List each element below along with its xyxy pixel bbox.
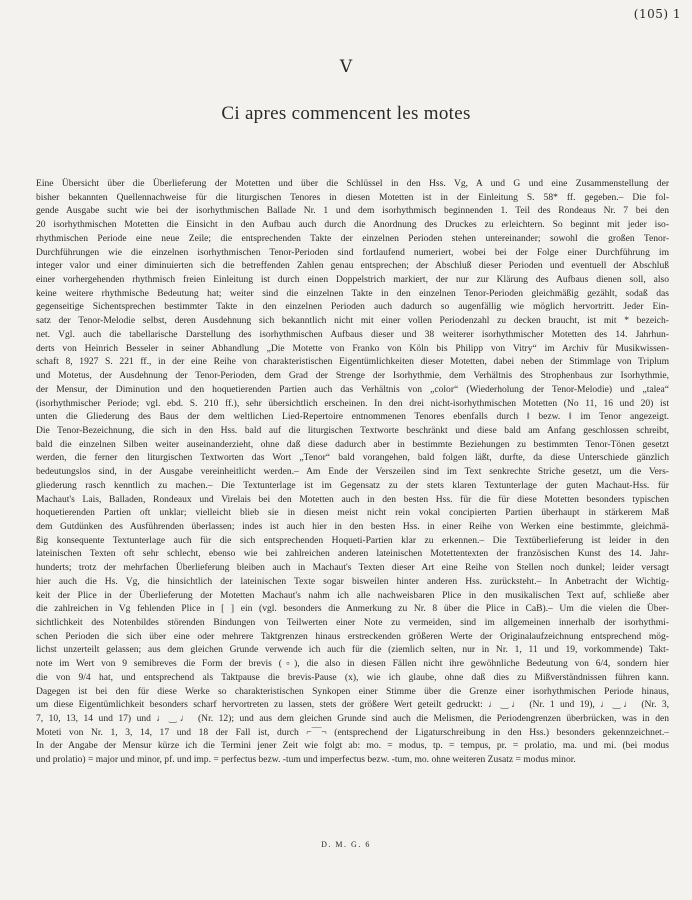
body-line: Die Tenor-Bezeichnung, die sich in den Hss. bald auf die liturgischen Textworte beschränkt und diese bald am Anfang geschlossen schreibt,	[36, 424, 669, 436]
body-line: werden, die ferner den liturgischen Textworten das Wort „Tenor“ bald vorangehen, bald folgen läßt, durfte, da diese Unterschiede gänzlich	[36, 452, 669, 464]
body-line: schen Perioden die sich über eine oder mehrere Taktgrenzen hinaus erstreckenden größeren Werte der Originalaufzeichnung entsprechend mög-	[36, 630, 669, 642]
body-line: schaft 8, 1927 S. 221 ff., in der eine Reihe von charakteristischen Eigentümlichkeiten dieser Motetten, dabei neben der Stimmlage von Triplum	[36, 356, 669, 368]
body-line: gegenseitige Sichentsprechen bestimmter Takte in den einzelnen Perioden auch dadurch so augenfällig wie möglich hervortritt. Jeder Ein-	[36, 301, 669, 313]
body-line: lateinischen Texten oft sehr schlecht, ebenso wie bei zahlreichen anderen lateinischen Motettentexten der französischen Kunst des 14. Jahr-	[36, 548, 669, 560]
body-line: keine weitere rhythmische Bedeutung hat; weiter sind die einzelnen Takte in den einzelnen Tenor-Perioden gleichmäßig gezählt, sodaß das	[36, 287, 669, 299]
body-line: die zahlreichen in Vg fehlenden Plice in [ ] ein (vgl. besonders die Anmerkung zu Nr. 8 über die Plice in CaB).– Um die vielen die Über-	[36, 603, 669, 615]
body-line: Durchführungen wie die einzelnen isorhythmischen Tenor-Perioden sind fortlaufend numeriert, wobei bei der Folge einer Durchführung im	[36, 246, 669, 258]
body-line: ßig konsequente Textunterlage auch für die sich entsprechenden Hoqueti-Partien klar zu erkennen.– Die Textüberlieferung ist leider in den	[36, 534, 669, 546]
body-line: die von 9/4 hat, und entsprechend als Taktpause die brevis-Pause (x), wie ich glaube, ohne daß dies zu Mißverständnissen führen kann.	[36, 671, 669, 683]
body-line: rhythmischen Periode eine neue Zeile; die entsprechenden Takte der einzelnen Perioden stehen untereinander; sowohl die großen Tenor-	[36, 232, 669, 244]
body-line: (isorhythmischer Periode; vgl. ebd. S. 210 ff.), sehr übersichtlich erscheinen. In den drei nicht-isorhythmischen Motetten (No 11, 16 und 20) ist	[36, 397, 669, 409]
body-line: unten die Gliederung des Baus der dem weltlichen Lied-Repertoire entnommenen Tenores ebenfalls durch ‖ bezw. ‖ im Tenor angezeigt.	[36, 411, 669, 423]
body-line: um diese Eigentümlichkeit besonders scharf hervortreten zu lassen, stets der größere Wert geteilt gedruckt: ♩‿♩ (Nr. 1 und 19), ♩‿♩ (Nr. 3,	[36, 699, 669, 711]
section-title: Ci apres commencent les motes	[221, 103, 471, 124]
body-line: Moteti von Nr. 1, 3, 14, 17 und 18 der Fall ist, durch ⌐‾‾‾¬ (entsprechend der Ligaturschreibung in den Hss.) besonders gekennzeichnet.–	[36, 726, 669, 738]
body-line: hunderts; trotz der mehrfachen Überlieferung bleiben auch in Machaut's Texten dieser Art eine Reihe von Stellen noch dunkel; leider versagt	[36, 562, 669, 574]
body-line: bald die einzelnen Silben weiter auseinanderzieht, ohne daß diese dadurch aber in bestimmte Beziehungen zu bestimmten Tenor-Tönen gesetzt	[36, 438, 669, 450]
body-line: keit der Plice in der Überlieferung der Motetten Machaut's nahm ich alle nachweisbaren Plice in den musikalischen Text auf, schließe aber	[36, 589, 669, 601]
body-line: hoquetierenden Partien oft unklar; vielleicht blieb sie in diesen meist nicht rein vokal concipierten Partien überhaupt in stärkerem Maß	[36, 507, 669, 519]
body-line: gliederung rasch kenntlich zu machen.– Die Textunterlage ist im Gegensatz zu der stets klaren Textunterlage der guten Machaut-Hss. für	[36, 479, 669, 491]
body-line: und Motetus, der Ausdehnung der Tenor-Perioden, dem Grad der Strenge der Isorhythmie, dem Verhältnis des Strophenbaus zur Isorhythmie,	[36, 370, 669, 382]
body-line: Machaut's Lais, Balladen, Rondeaux und Virelais bei den Motetten auch in den besten Hss. für die für diese Motetten besonders typischen	[36, 493, 669, 505]
body-line: dem Gutdünken des Ausführenden überlassen; indes ist auch hier in den besten Hss. in einer Reihe von Werken eine bestimmte, gleichmä-	[36, 520, 669, 532]
body-line: 7, 10, 13, 14 und 17) und ♩‿♩ (Nr. 12); und aus dem gleichen Grunde sind auch die Melismen, die Periodengrenzen überbrücken, was in den	[36, 713, 669, 725]
body-text	[36, 177, 669, 767]
footer-signature: D. M. G. 6	[321, 840, 371, 849]
body-line: und prolatio) = major und minor, pf. und imp. = perfectus bezw. -tum und imperfectus bezw. -tum, mo. ohne weiteren Zusatz = modus minor.	[36, 754, 576, 766]
body-line: net. Vgl. auch die tabellarische Darstellung des isorhythmischen Aufbaus dieser und 38 weiterer isorhythmischer Motetten des 14. Jahrhun-	[36, 328, 669, 340]
body-line: lichst unzerteilt gelassen; aus dem gleichen Grunde verwende ich auch für die (ziemlich selten, nur in Nr. 1, 11 und 19, vorkommende) Takt-	[36, 644, 669, 656]
body-line: note im Wert von 9 semibreves die Form der brevis (▫), die also in diesen Fällen nicht ihre gewöhnliche Bedeutung von 6/4, sondern hier	[36, 658, 669, 670]
body-line: einer vorhergehenden rhythmisch freien Einleitung ist durch einen Doppelstrich markiert, der nur zur Klärung des Aufbaus dienen soll, also	[36, 274, 669, 286]
body-line: Dagegen ist bei den für diese Werke so charakteristischen Synkopen einer Stimme über die Grenze einer isorhythmischen Periode hinaus,	[36, 685, 669, 697]
body-line: gende Ausgabe sucht wie bei der isorhythmischen Ballade Nr. 1 und dem isorhythmisch beginnenden 1. Teil des Rondeaus Nr. 7 bei den	[36, 205, 669, 217]
body-line: der Mensur, der Diminution und den hoquetierenden Partien auch das Verhältnis von „color“ (Wiederholung der Tenor-Melodie) und „talea“	[36, 383, 669, 395]
body-line: bedeutungslos sind, in der Ausgabe vereinheitlicht werden.– Am Ende der Verszeilen sind im Text senkrechte Striche gesetzt, um die Vers-	[36, 466, 669, 478]
body-line: hier auch die Hs. Vg, die hinsichtlich der lateinischen Texte sogar bisweilen hinter anderen Hss. zurücksteht.– In Anbetracht der Wichtig-	[36, 575, 669, 587]
page-number: (105) 1	[633, 7, 681, 21]
body-line: integer valor und einer diminuierten sich die betreffenden Zahlen genau entsprechen; der Abschluß dieser Perioden und eventuell der Abschluß	[36, 260, 669, 272]
body-line: bisher bekannten Quellennachweise für die liturgischen Tenores in diesen Motetten ist in der Einleitung S. 58* ff. gegeben.– Die fol-	[36, 191, 669, 203]
body-line: 20 isorhythmischen Motetten die Einsicht in den Aufbau auch durch die Anordnung des Druckes zu erleichtern. So beginnt mit jeder iso-	[36, 219, 669, 231]
body-line: Eine Übersicht über die Überlieferung der Motetten und über die Schlüssel in den Hss. Vg, A und G und eine Zusammenstellung der	[36, 178, 669, 189]
chapter-numeral: V	[339, 57, 353, 77]
body-line: derts von Heinrich Besseler in seiner Abhandlung „Die Motette von Franko von Köln bis Philipp von Vitry“ im Archiv für Musikwissen-	[36, 342, 669, 354]
body-line: satz der Tenor-Melodie selbst, deren Ausdehnung sich bekanntlich nicht mit einer vollen Periodenzahl zu decken braucht, ist mit * bezeich-	[36, 315, 669, 327]
body-line: In der Angabe der Mensur kürze ich die Termini jener Zeit wie folgt ab: mo. = modus, tp. = tempus, pr. = prolatio, ma. und mi. (bei modus	[36, 740, 669, 752]
body-line: sichtlichkeit des Notenbildes störenden Bindungen von Teilwerten einer Note zu vermeiden, sind im allgemeinen innerhalb der isorhythmi-	[36, 617, 669, 628]
